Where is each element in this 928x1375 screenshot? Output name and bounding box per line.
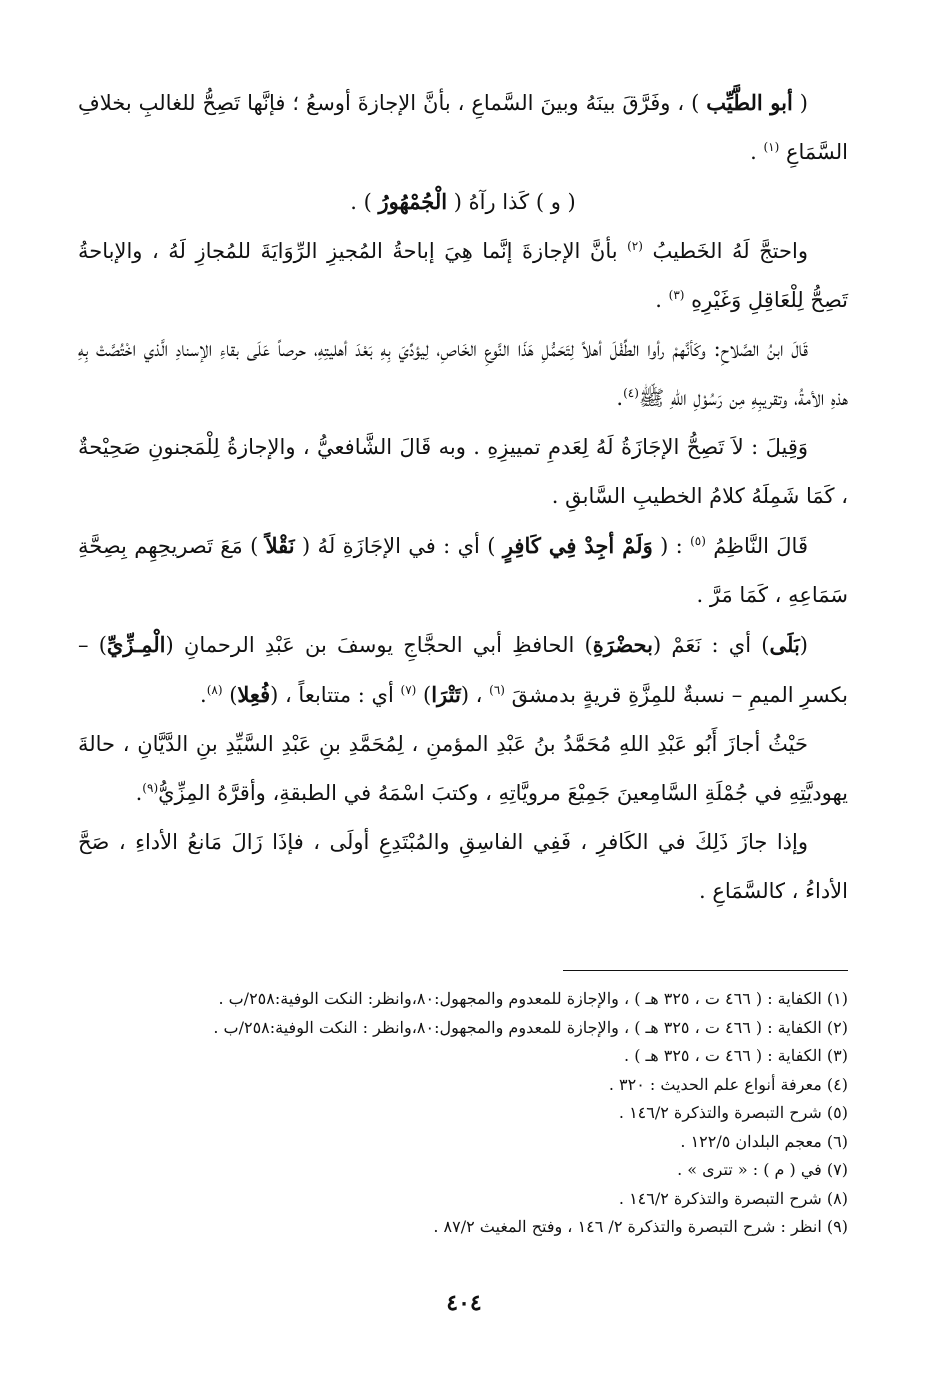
footnotes: [78, 985, 848, 1242]
text-segment: حَيْثُ أجازَ أَبُو عَبْدِ اللهِ مُحَمَّدُ بنُ عَبْدِ المؤمنِ ، لِمُحَمَّدِ بنِ عَبْدِ السَّيِّدِ بنِ الدَّيَّانِ ، حالةَ يهوديَّتِهِ في جُمْلَةِ السَّامِعينَ جَمِيْعَ مرويَّاتِهِ ، وكتبَ اسْمَهُ في الطبقةِ، وأقرَّهُ المِزِّيُّ: [78, 732, 848, 805]
bold-text: تَتْرَا: [431, 682, 461, 707]
footnote-reference: (٤): [623, 386, 639, 400]
footnote-reference: (٢): [627, 239, 643, 253]
text-segment: ) الحافظِ أبي الحجَّاجِ يوسفَ بن عَبْدِ الرحمانِ (: [165, 633, 593, 657]
footnote: (١) الكفاية : ( ٤٦٦ ت ، ٣٢٥ هـ ) ، والإجازة للمعدوم والمجهول:٨٠،وانظر: النكت الوفية:٢٥٨/ب .: [218, 989, 848, 1008]
paragraph: [78, 521, 848, 620]
text-segment: ) أي : نَعَمْ (: [652, 633, 770, 657]
text-segment: وَقِيلَ : لاَ تَصِحُّ الإجَازَةُ لَهُ لِعَدمِ تمييزِهِ . وبه قَالَ الشَّافعيُّ ، والإجازةُ لِلْمَجنونِ صَحِيْحةٌ ، كَمَا شَمِلَهُ كلامُ الخطيبِ السَّابقِ .: [78, 435, 848, 508]
text-segment: .: [750, 140, 764, 164]
footnote-reference: (٨): [206, 683, 223, 697]
text-segment: ) أي : في الإجَازَةِ لَهُ (: [294, 534, 503, 558]
text-segment: .: [135, 781, 143, 805]
text-segment: ) .: [350, 190, 379, 214]
bold-text: الْجُمْهُورُ: [378, 189, 448, 214]
text-segment: ) – بكسرِ الميمِ – نسبةٌ للمِزَّةِ قريةٍ بدمشقَ: [78, 633, 848, 707]
bold-text: فُعِلا: [237, 682, 271, 707]
page-number: ٤٠٤: [446, 1290, 482, 1316]
bold-text: بحضْرَةِ: [592, 632, 653, 657]
paragraph: [78, 818, 848, 916]
paragraph: [78, 620, 848, 720]
text-segment: ): [416, 683, 432, 707]
text-segment: ، (: [460, 683, 490, 707]
main-text: [78, 78, 848, 916]
paragraph: [78, 177, 848, 227]
footnote-reference: (٥): [690, 534, 706, 548]
text-segment: .: [616, 386, 624, 410]
text-segment: ) ، وفَرَّقَ بينَهُ وبينَ السَّماعِ ، بأنَّ الإجازةَ أوسعُ ؛ فإنَّها تَصِحُّ للغالبِ بخلافِ السَّمَاعِ: [78, 91, 848, 164]
footnote-reference: (١): [763, 140, 780, 154]
paragraph: [78, 78, 848, 177]
text-segment: وإذا جازَ ذَلِكَ في الكَافرِ ، فَفِي الفاسِقِ والمُبْتَدِعِ أولَى ، فإذَا زَالَ مَانعُ الأداءِ ، صَحَّ الأداءُ ، كالسَّمَاعِ .: [78, 830, 848, 903]
bold-text: أبو الطَّيِّب: [706, 90, 793, 115]
footnote: (٦) معجم البلدان ١٢٢/٥ .: [680, 1131, 848, 1151]
text-segment: أي : متتابعاً ، (: [270, 683, 401, 707]
footnote: (٩) انظر : شرح التبصرة والتذكرة ٢/ ١٤٦ ، وفتح المغيث ٨٧/٢ .: [433, 1217, 848, 1236]
bold-text: وَلَمْ أجِدْ فِي كَافِرٍ: [502, 533, 653, 558]
paragraph: [78, 325, 848, 423]
text-segment: .: [655, 288, 669, 312]
footnote-separator: [563, 970, 848, 971]
paragraph: [78, 423, 848, 521]
paragraph: [78, 720, 848, 818]
bold-text: الْمِـزِّيِّ: [106, 632, 166, 657]
footnote: (٤) معرفة أنواع علم الحديث : ٣٢٠ .: [608, 1074, 848, 1094]
footnote: (٢) الكفاية : ( ٤٦٦ ت ، ٣٢٥ هـ ) ، والإجازة للمعدوم والمجهول:٨٠،وانظر : النكت الوفية:٢٥٨/ب .: [213, 1017, 848, 1037]
text-segment: بأنَّ الإجازةَ إنَّما هِيَ إباحةُ المُجيزِ الرِّوَايَةَ للمُجازِ لَهُ ، والإباحةُ تَصِحُّ لِلْعَاقِلِ وَغَيْرِهِ: [78, 239, 848, 312]
text-segment: (: [792, 91, 808, 115]
footnote: (٧) في ( م ) : « تترى » .: [677, 1160, 848, 1179]
text-segment: ) مَعَ تَصريحِهِم بِصِحَّةِ سَمَاعِهِ ، كَمَا مَرَّ .: [78, 534, 848, 607]
paragraph: [78, 227, 848, 325]
text-segment: ): [222, 683, 238, 707]
text-segment: .: [200, 683, 207, 707]
footnote-reference: (٣): [668, 288, 685, 302]
text-segment: : (: [652, 534, 691, 558]
text-segment: قَالَ ابنُ الصَّلاحِ: وكَأنَّهمْ رأوا الطِّفْلَ أهلاً لِتَحَمُّلِ هَذَا النَّوعِ الخَاصِ، لِيؤدِّيَ بِهِ بَعْدَ أهليتِهِ، حرصاً عَلَى بقاءِ الإسنادِ الَّذي اخْتُصَّتْ بِهِ هذهِ الأمةُ، وتقريبِهِ مِن رَسُوْلِ اللهِ ﷺ: [78, 337, 848, 410]
text-segment: (: [799, 633, 808, 657]
bold-text: بَلَى: [769, 632, 800, 657]
footnote: (٥) شرح التبصرة والتذكرة ١٤٦/٢ .: [618, 1103, 848, 1122]
footnote-reference: (٧): [400, 683, 417, 697]
footnote-reference: (٩): [142, 781, 159, 795]
footnote-reference: (٦): [489, 683, 505, 697]
footnote: (٣) الكفاية : ( ٤٦٦ ت ، ٣٢٥ هـ ) .: [624, 1046, 848, 1065]
text-segment: ( و ) كَذا رآهُ (: [447, 190, 576, 214]
text-segment: واحتجَّ لَهُ الخَطيبُ: [642, 239, 808, 263]
bold-text: نَقْلاً: [265, 533, 295, 558]
footnote: (٨) شرح التبصرة والتذكرة ١٤٦/٢ .: [618, 1188, 848, 1208]
text-segment: قَالَ النَّاظِمُ: [705, 534, 808, 558]
